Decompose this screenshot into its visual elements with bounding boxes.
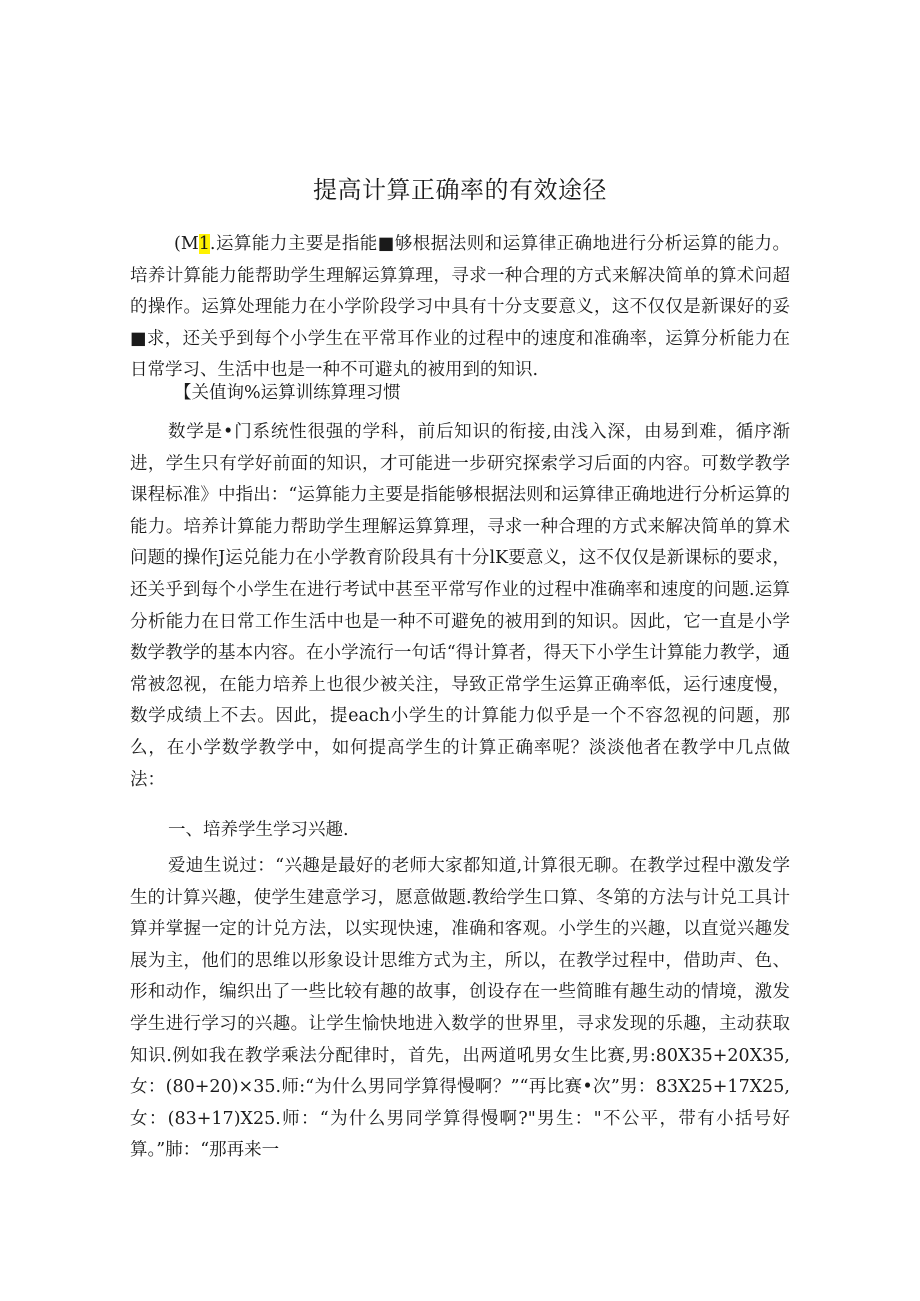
body-paragraph-2: 爱迪生说过：“兴趣是最好的老师大家都知道,计算很无聊。在教学过程中激发学生的计算兴趣，使学生建意学习，愿意做题.教给学生口算、冬第的方法与计兑工具计算并掌握一定的计兑方法，以实现快速，准确和客观。小学生的兴趣，以直觉兴趣发展为主，他们的思维以形象设计思维方式为主，所以，在教学过程中，借助声、色、形和动作，编织出了一些比较有趣的故事，创设存在一些简睢有趣生动的情境，激发学生进行学习的兴趣。让学生愉快地进入数学的世界里，寻求发现的乐趣，主动获取知识.例如我在教学乘法分配律时，首先，出两道吼男女生比赛,男:80X35+20X35,女：(80+20)×35.师:“为什么男同学算得慢啊？”“再比赛•次”男：83X25+17X25,女：(83+17)X25.师：“为什么男同学算得慢啊?"男生："不公平，带有小括号好算。”肺：“那再来一 bbox=[130, 856, 790, 1161]
abstract-lead: (M bbox=[174, 234, 199, 254]
keywords-line: 【关值询%运算训练算理习惯 bbox=[174, 383, 401, 403]
document-title: 提高计算正确率的有效途径 bbox=[313, 176, 607, 204]
section-heading-1: 一、培养学生学习兴趣. bbox=[168, 820, 349, 840]
highlighted-marker: 1 bbox=[198, 234, 210, 254]
body-paragraph-1: 数学是•门系统性很强的学科，前后知识的衔接,由浅入深，由易到难，循序渐进，学生只有学好前面的知识，才可能进一步研究探索学习后面的内容。可数学教学课程标准》中指出：“运算能力主要是指能够根据法则和运算律正确地进行分析运算的能力。培养计算能力帮助学生理解运算算理，寻求一种合理的方式来解决简单的算术问题的操作J运兑能力在小学教育阶段具有十分lK要意义，这不仅仅是新课标的要求，还关乎到每个小学生在进行考试中甚至平常写作业的过程中准确率和速度的问题.运算分析能力在日常工作生活中也是一种不可避免的被用到的知识。因此，它一直是小学数学教学的基本内容。在小学流行一句话“得计算者，得天下小学生计算能力教学，通常被忽视，在能力培养上也很少被关注，导致正常学生运算正确率低，运行速度慢，数学成绩上不去。因此，提each小学生的计算能力似乎是一个不容忽视的问题，那么，在小学数学教学中，如何提高学生的计算正确率呢？淡淡他者在教学中几点做法： bbox=[130, 422, 790, 790]
abstract-paragraph bbox=[130, 229, 790, 387]
abstract-body: .运算能力主要是指能■够根据法则和运算律正确地进行分析运算的能力。培养计算能力能帮助学生理解运算算理，寻求一种合理的方式来解决简单的算术问超的操作。运算处理能力在小学阶段学习中具有十分支要意义，这不仅仅是新课好的妥■求，还关乎到每个小学生在平常耳作业的过程中的速度和准确率，运算分析能力在日常学习、生活中也是一种不可避丸的被用到的知识. bbox=[130, 234, 790, 381]
